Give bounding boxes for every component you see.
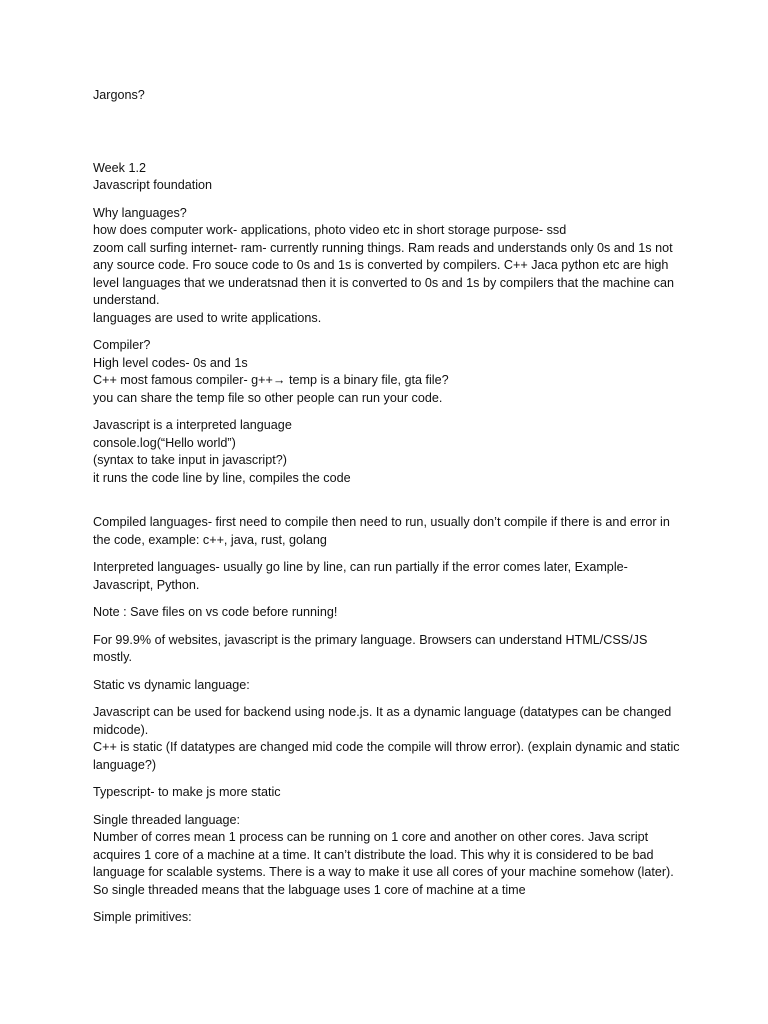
text-line: you can share the temp file so other people can run your code. [93,390,443,405]
static-vs-dynamic-heading: Static vs dynamic language: [93,677,250,692]
interpreted-languages-paragraph: Interpreted languages- usually go line by line, can run partially if the error comes later, Example- Javascript, Python. [93,560,628,592]
spacer [93,115,683,160]
backend-paragraph [93,704,683,774]
single-threaded-heading: Single threaded language: [93,812,241,827]
week-label: Week 1.2 [93,160,146,175]
text-line: languages are used to write applications. [93,310,322,325]
why-languages-heading: Why languages? [93,205,187,220]
why-languages-paragraph [93,205,683,328]
document-title: Jargons? [93,88,145,102]
code-line: console.log(“Hello world”) [93,435,236,450]
simple-primitives-heading: Simple primitives: [93,910,192,924]
text-line: High level codes- 0s and 1s [93,355,248,370]
typescript-paragraph: Typescript- to make js more static [93,785,281,799]
subtitle: Javascript foundation [93,178,213,192]
text-line: Javascript can be used for backend using node.js. It as a dynamic language (datatypes can be changed midcode). [93,705,672,737]
text-line: zoom call surfing internet- ram- currently running things. Ram reads and understands only 0s and 1s not any source code. Fro souce code to 0s and 1s is converted by compilers. C++ Jaca python etc are high level languages that we underatsnad then it is converted to 0s and 1s by compilers that the machine can understand. [93,240,675,307]
text-line: C++ is static (If datatypes are changed mid code the compile will throw error). (explain dynamic and static language?) [93,740,680,772]
note-paragraph: Note : Save files on vs code before running! [93,605,338,619]
websites-paragraph: For 99.9% of websites, javascript is the primary language. Browsers can understand HTML/CSS/JS mostly. [93,632,648,664]
week-heading-block [93,160,683,195]
text-line: (syntax to take input in javascript?) [93,453,287,467]
compiler-paragraph [93,337,683,407]
text-line: it runs the code line by line, compiles the code [93,470,351,485]
compiler-heading: Compiler? [93,338,151,352]
spacer [93,497,683,514]
document-page [93,87,683,937]
text-line: how does computer work- applications, photo video etc in short storage purpose- ssd [93,223,567,237]
text-line: Number of corres mean 1 process can be running on 1 core and another on other cores. Java script acquires 1 core of a machine at a time. It can’t distribute the load. This why it is considered to be bad language for scalable systems. There is a way to make it use all cores of your machine somehow (later). So single threaded means that the labguage uses 1 core of machine at a time [93,830,674,897]
compiled-languages-paragraph: Compiled languages- first need to compile then need to run, usually don’t compile if there is and error in the code, example: c++, java, rust, golang [93,515,670,547]
single-threaded-paragraph [93,812,683,900]
interpreted-paragraph [93,417,683,487]
text-line: C++ most famous compiler- g++→ temp is a binary file, gta file? [93,373,449,387]
text-line: Javascript is a interpreted language [93,418,292,432]
